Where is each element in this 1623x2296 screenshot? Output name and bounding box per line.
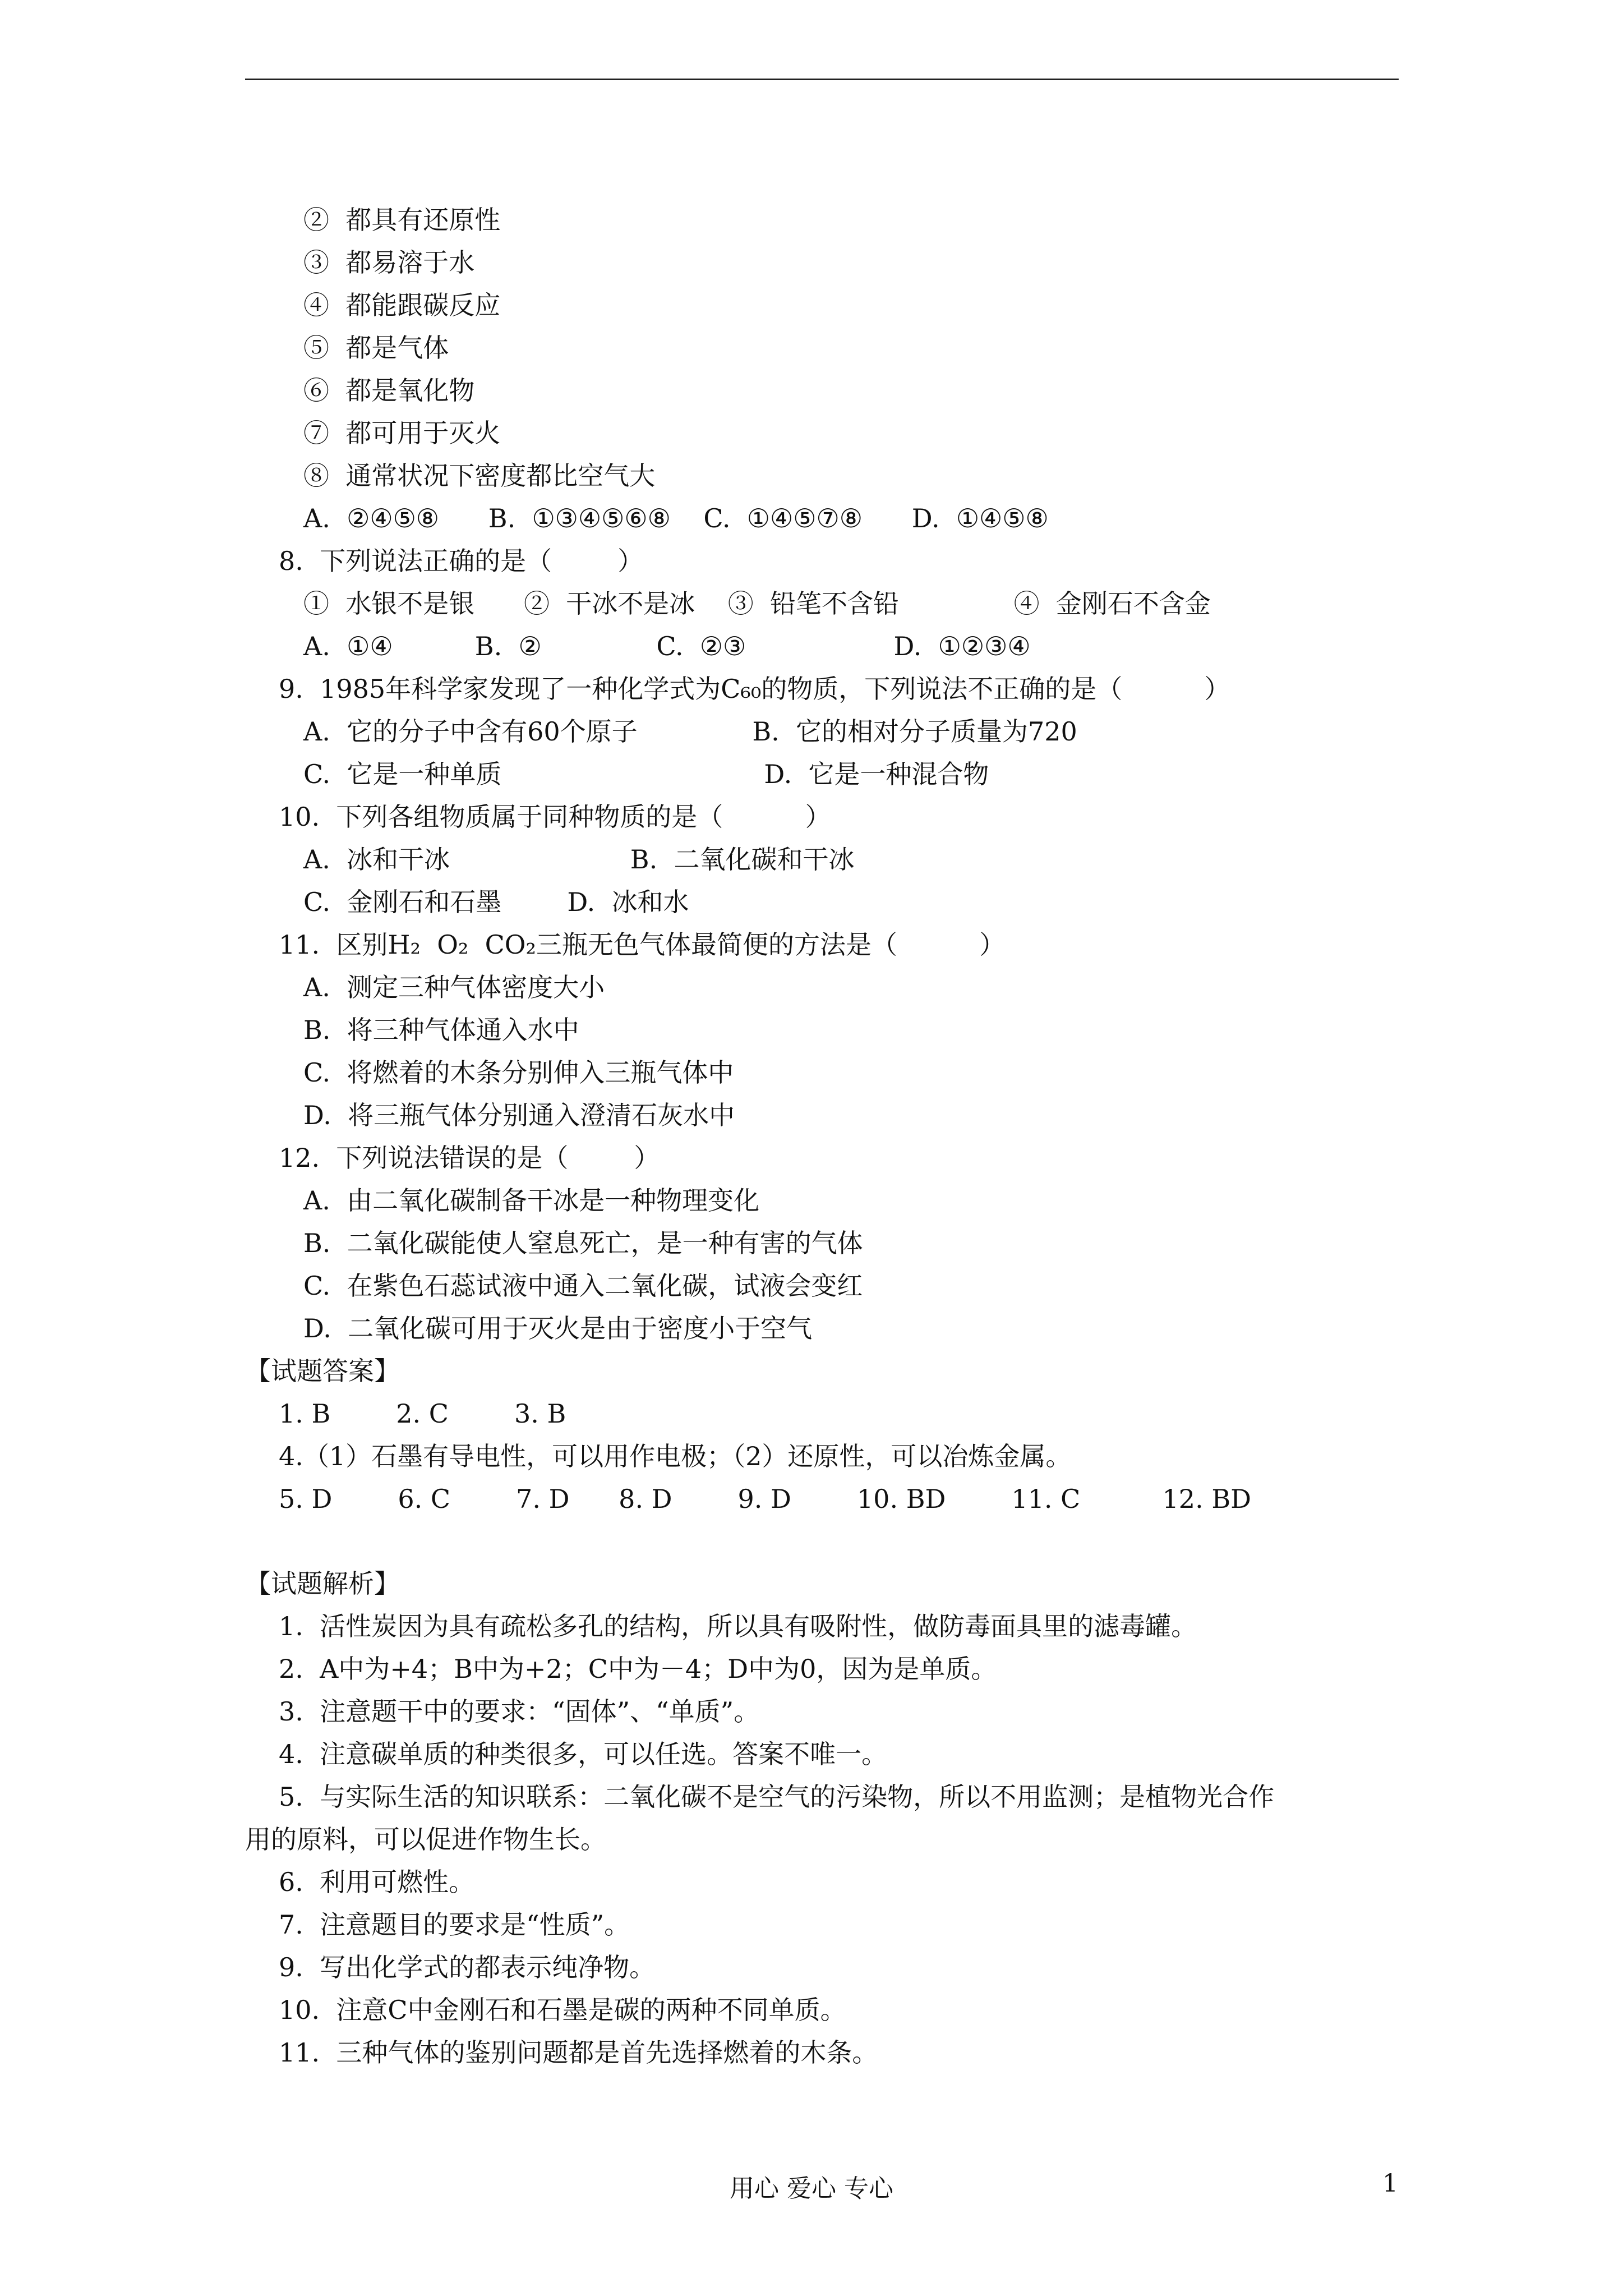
q10-options-row-1: A. 冰和干冰 B. 二氧化碳和干冰 — [303, 844, 855, 875]
q7-option-6: ⑥ 都是氧化物 — [303, 375, 475, 406]
q11-option-c: C. 将燃着的木条分别伸入三瓶气体中 — [303, 1057, 734, 1088]
q9-stem: 9. 1985年科学家发现了一种化学式为C₆₀的物质，下列说法不正确的是（ ） — [279, 674, 1230, 704]
analysis-line-6: 6. 利用可燃性。 — [279, 1867, 475, 1897]
header-rule — [245, 79, 1399, 80]
q9-options-row-1: A. 它的分子中含有60个原子 B. 它的相对分子质量为720 — [303, 716, 1077, 747]
answers-line-2: 4.（1）石墨有导电性，可以用作电极；（2）还原性，可以冶炼金属。 — [279, 1441, 1072, 1471]
analysis-line-1: 1. 活性炭因为具有疏松多孔的结构，所以具有吸附性，做防毒面具里的滤毒罐。 — [279, 1611, 1197, 1641]
q9-options-row-2: C. 它是一种单质 D. 它是一种混合物 — [303, 759, 989, 789]
analysis-line-5: 5. 与实际生活的知识联系：二氧化碳不是空气的污染物，所以不用监测；是植物光合作 — [279, 1782, 1275, 1812]
q12-option-a: A. 由二氧化碳制备干冰是一种物理变化 — [303, 1185, 760, 1216]
q12-stem: 12. 下列说法错误的是（ ） — [279, 1143, 660, 1173]
analysis-line-2: 2. A中为+4；B中为+2；C中为－4；D中为0，因为是单质。 — [279, 1654, 997, 1684]
analysis-line-11: 11. 三种气体的鉴别问题都是首先选择燃着的木条。 — [279, 2037, 878, 2068]
q7-option-2: ② 都具有还原性 — [303, 205, 501, 235]
analysis-line-7: 7. 注意题目的要求是“性质”。 — [279, 1910, 630, 1940]
q8-answer-choices: A. ①④ B. ② C. ②③ D. ①②③④ — [303, 631, 1031, 661]
q11-stem: 11. 区别H₂ O₂ CO₂三瓶无色气体最简便的方法是（ ） — [279, 930, 1006, 960]
analysis-heading: 【试题解析】 — [245, 1568, 400, 1599]
q8-stem: 8. 下列说法正确的是（ ） — [279, 546, 644, 576]
q10-options-row-2: C. 金刚石和石墨 D. 冰和水 — [303, 887, 689, 917]
answers-line-1: 1. B 2. C 3. B — [279, 1398, 566, 1429]
analysis-line-9: 9. 写出化学式的都表示纯净物。 — [279, 1952, 656, 1982]
q10-stem: 10. 下列各组物质属于同种物质的是（ ） — [279, 802, 831, 832]
q7-option-8: ⑧ 通常状况下密度都比空气大 — [303, 461, 656, 491]
analysis-line-5-continued: 用的原料，可以促进作物生长。 — [245, 1824, 606, 1855]
q8-items: ① 水银不是银 ② 干冰不是冰 ③ 铅笔不含铅 ④ 金刚石不含金 — [303, 588, 1211, 619]
analysis-line-3: 3. 注意题干中的要求：“固体”、“单质”。 — [279, 1696, 760, 1727]
q7-option-7: ⑦ 都可用于灭火 — [303, 418, 501, 448]
q11-option-d: D. 将三瓶气体分别通入澄清石灰水中 — [303, 1100, 735, 1130]
analysis-line-10: 10. 注意C中金刚石和石墨是碳的两种不同单质。 — [279, 1995, 846, 2025]
page-footer: 用心 爱心 专心 — [730, 2174, 893, 2203]
answers-heading: 【试题答案】 — [245, 1356, 400, 1386]
answers-line-3: 5. D 6. C 7. D 8. D 9. D 10. BD 11. C 12. BD — [279, 1484, 1252, 1514]
q12-option-c: C. 在紫色石蕊试液中通入二氧化碳，试液会变红 — [303, 1271, 863, 1301]
q7-option-4: ④ 都能跟碳反应 — [303, 290, 501, 320]
q12-option-d: D. 二氧化碳可用于灭火是由于密度小于空气 — [303, 1313, 813, 1343]
page-number: 1 — [1382, 2169, 1398, 2198]
q11-option-a: A. 测定三种气体密度大小 — [303, 972, 605, 1002]
q7-option-3: ③ 都易溶于水 — [303, 247, 475, 278]
analysis-line-4: 4. 注意碳单质的种类很多，可以任选。答案不唯一。 — [279, 1739, 888, 1769]
q12-option-b: B. 二氧化碳能使人窒息死亡，是一种有害的气体 — [303, 1228, 863, 1258]
q11-option-b: B. 将三种气体通入水中 — [303, 1015, 579, 1045]
q7-option-5: ⑤ 都是气体 — [303, 333, 449, 363]
q7-answer-choices: A. ②④⑤⑧ B. ①③④⑤⑥⑧ C. ①④⑤⑦⑧ D. ①④⑤⑧ — [303, 503, 1049, 533]
